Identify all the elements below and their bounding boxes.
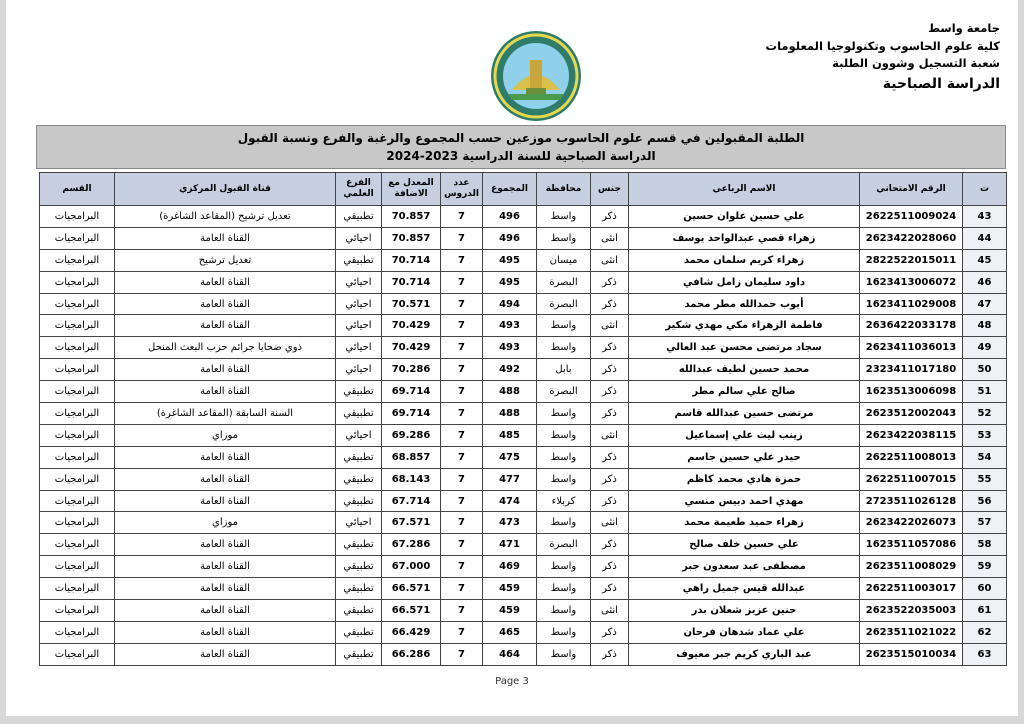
cell-seq: 55 <box>963 468 1007 490</box>
cell-seq: 48 <box>963 315 1007 337</box>
cell-province: واسط <box>537 206 591 228</box>
cell-branch: تطبيقي <box>336 206 382 228</box>
header-lessons: عدد الدروس <box>441 173 483 206</box>
cell-province: البصرة <box>537 293 591 315</box>
cell-department: البرامجيات <box>40 490 115 512</box>
cell-gender: انثى <box>591 227 629 249</box>
cell-exam-number: 2623512002043 <box>860 403 963 425</box>
cell-average: 66.571 <box>382 600 441 622</box>
cell-average: 66.286 <box>382 643 441 665</box>
cell-department: البرامجيات <box>40 556 115 578</box>
cell-province: واسط <box>537 337 591 359</box>
cell-total: 474 <box>483 490 537 512</box>
cell-department: البرامجيات <box>40 403 115 425</box>
cell-exam-number: 2623422026073 <box>860 512 963 534</box>
cell-total: 495 <box>483 249 537 271</box>
cell-department: البرامجيات <box>40 468 115 490</box>
cell-department: البرامجيات <box>40 271 115 293</box>
cell-name: صالح علي سالم مطر <box>629 381 860 403</box>
cell-seq: 60 <box>963 578 1007 600</box>
cell-province: واسط <box>537 468 591 490</box>
table-row <box>40 621 1007 643</box>
cell-seq: 53 <box>963 424 1007 446</box>
cell-exam-number: 2623511008029 <box>860 556 963 578</box>
header-department: القسم <box>40 173 115 206</box>
cell-channel: القناة العامة <box>115 556 336 578</box>
cell-seq: 61 <box>963 600 1007 622</box>
cell-seq: 47 <box>963 293 1007 315</box>
cell-department: البرامجيات <box>40 578 115 600</box>
cell-gender: انثى <box>591 424 629 446</box>
cell-name: أيوب حمدالله مطر محمد <box>629 293 860 315</box>
cell-name: علي حسين علوان حسين <box>629 206 860 228</box>
cell-average: 70.714 <box>382 249 441 271</box>
cell-seq: 46 <box>963 271 1007 293</box>
cell-gender: ذكر <box>591 381 629 403</box>
cell-total: 495 <box>483 271 537 293</box>
cell-lessons: 7 <box>441 556 483 578</box>
cell-name: زهراء قصي عبدالواحد يوسف <box>629 227 860 249</box>
cell-name: زينب ليث علي إسماعيل <box>629 424 860 446</box>
header-total: المجموع <box>483 173 537 206</box>
cell-exam-number: 2622511009024 <box>860 206 963 228</box>
cell-province: واسط <box>537 227 591 249</box>
cell-department: البرامجيات <box>40 643 115 665</box>
cell-exam-number: 2822522015011 <box>860 249 963 271</box>
cell-department: البرامجيات <box>40 359 115 381</box>
table-row <box>40 271 1007 293</box>
cell-channel: القناة العامة <box>115 293 336 315</box>
cell-gender: ذكر <box>591 468 629 490</box>
cell-name: فاطمة الزهراء مكي مهدي شكير <box>629 315 860 337</box>
cell-lessons: 7 <box>441 534 483 556</box>
cell-branch: احيائي <box>336 271 382 293</box>
cell-gender: ذكر <box>591 490 629 512</box>
cell-exam-number: 2623422038115 <box>860 424 963 446</box>
cell-branch: تطبيقي <box>336 578 382 600</box>
cell-branch: احيائي <box>336 227 382 249</box>
cell-total: 465 <box>483 621 537 643</box>
cell-channel: القناة العامة <box>115 315 336 337</box>
document-page <box>6 0 1018 716</box>
table-row <box>40 424 1007 446</box>
cell-province: البصرة <box>537 381 591 403</box>
cell-branch: تطبيقي <box>336 643 382 665</box>
cell-lessons: 7 <box>441 271 483 293</box>
cell-average: 70.714 <box>382 271 441 293</box>
cell-seq: 43 <box>963 206 1007 228</box>
cell-gender: انثى <box>591 512 629 534</box>
cell-name: داود سليمان زامل شافي <box>629 271 860 293</box>
cell-channel: القناة العامة <box>115 227 336 249</box>
cell-gender: ذكر <box>591 206 629 228</box>
table-row <box>40 227 1007 249</box>
cell-channel: القناة العامة <box>115 534 336 556</box>
cell-branch: احيائي <box>336 337 382 359</box>
cell-name: زهراء كريم سلمان محمد <box>629 249 860 271</box>
cell-seq: 57 <box>963 512 1007 534</box>
cell-channel: موزاي <box>115 512 336 534</box>
table-row <box>40 468 1007 490</box>
cell-channel: موزاي <box>115 424 336 446</box>
cell-lessons: 7 <box>441 446 483 468</box>
study-type: الدراسة الصباحية <box>882 75 1000 92</box>
cell-seq: 51 <box>963 381 1007 403</box>
report-title <box>36 125 1006 169</box>
cell-exam-number: 2623411036013 <box>860 337 963 359</box>
header-channel: قناة القبول المركزي <box>115 173 336 206</box>
cell-lessons: 7 <box>441 600 483 622</box>
cell-seq: 58 <box>963 534 1007 556</box>
table-row <box>40 643 1007 665</box>
cell-lessons: 7 <box>441 424 483 446</box>
cell-channel: القناة العامة <box>115 381 336 403</box>
cell-branch: تطبيقي <box>336 468 382 490</box>
table-row <box>40 578 1007 600</box>
cell-province: واسط <box>537 403 591 425</box>
cell-average: 67.714 <box>382 490 441 512</box>
cell-total: 473 <box>483 512 537 534</box>
cell-gender: ذكر <box>591 643 629 665</box>
cell-seq: 49 <box>963 337 1007 359</box>
cell-exam-number: 1623513006098 <box>860 381 963 403</box>
cell-department: البرامجيات <box>40 534 115 556</box>
cell-channel: القناة العامة <box>115 468 336 490</box>
cell-name: مهدي احمد دبيس منسي <box>629 490 860 512</box>
cell-department: البرامجيات <box>40 600 115 622</box>
cell-province: البصرة <box>537 271 591 293</box>
cell-lessons: 7 <box>441 403 483 425</box>
cell-total: 469 <box>483 556 537 578</box>
table-row <box>40 249 1007 271</box>
table-row <box>40 512 1007 534</box>
table-row <box>40 315 1007 337</box>
cell-department: البرامجيات <box>40 446 115 468</box>
table-row <box>40 381 1007 403</box>
cell-branch: احيائي <box>336 424 382 446</box>
cell-branch: تطبيقي <box>336 381 382 403</box>
cell-department: البرامجيات <box>40 293 115 315</box>
cell-department: البرامجيات <box>40 227 115 249</box>
cell-exam-number: 2623522035003 <box>860 600 963 622</box>
cell-average: 69.714 <box>382 403 441 425</box>
header-exam-number: الرقم الامتحاني <box>860 173 963 206</box>
cell-gender: انثى <box>591 600 629 622</box>
cell-province: واسط <box>537 556 591 578</box>
cell-exam-number: 2636422033178 <box>860 315 963 337</box>
cell-gender: ذكر <box>591 337 629 359</box>
cell-exam-number: 2623422028060 <box>860 227 963 249</box>
cell-lessons: 7 <box>441 337 483 359</box>
cell-exam-number: 2723511026128 <box>860 490 963 512</box>
cell-branch: تطبيقي <box>336 249 382 271</box>
title-line-2: الدراسة الصباحية للسنة الدراسية 2023-2024 <box>386 149 656 163</box>
table-row <box>40 293 1007 315</box>
cell-seq: 44 <box>963 227 1007 249</box>
cell-branch: احيائي <box>336 293 382 315</box>
cell-province: واسط <box>537 315 591 337</box>
cell-average: 70.429 <box>382 337 441 359</box>
cell-total: 492 <box>483 359 537 381</box>
cell-average: 70.286 <box>382 359 441 381</box>
cell-average: 66.571 <box>382 578 441 600</box>
cell-gender: ذكر <box>591 556 629 578</box>
cell-total: 496 <box>483 206 537 228</box>
title-line-1: الطلبة المقبولين في قسم علوم الحاسوب موزعين حسب المجموع والرغبة والفرع ونسبة القبول <box>237 131 805 145</box>
cell-channel: القناة العامة <box>115 600 336 622</box>
cell-lessons: 7 <box>441 643 483 665</box>
cell-province: واسط <box>537 446 591 468</box>
cell-department: البرامجيات <box>40 424 115 446</box>
cell-total: 471 <box>483 534 537 556</box>
cell-branch: احيائي <box>336 512 382 534</box>
cell-province: بابل <box>537 359 591 381</box>
table-row <box>40 534 1007 556</box>
cell-total: 459 <box>483 578 537 600</box>
college-name: كلية علوم الحاسوب وتكنولوجيا المعلومات <box>765 38 1000 53</box>
cell-total: 488 <box>483 381 537 403</box>
header-average: المعدل مع الاضافة <box>382 173 441 206</box>
table-header-row <box>40 173 1007 206</box>
cell-department: البرامجيات <box>40 512 115 534</box>
cell-lessons: 7 <box>441 468 483 490</box>
cell-lessons: 7 <box>441 381 483 403</box>
cell-exam-number: 2622511008013 <box>860 446 963 468</box>
cell-exam-number: 1623413006072 <box>860 271 963 293</box>
table-row <box>40 490 1007 512</box>
cell-seq: 54 <box>963 446 1007 468</box>
cell-branch: احيائي <box>336 315 382 337</box>
cell-total: 485 <box>483 424 537 446</box>
cell-average: 69.286 <box>382 424 441 446</box>
cell-name: حمزة هادي محمد كاظم <box>629 468 860 490</box>
cell-province: كربلاء <box>537 490 591 512</box>
cell-total: 494 <box>483 293 537 315</box>
cell-average: 67.571 <box>382 512 441 534</box>
cell-seq: 50 <box>963 359 1007 381</box>
table-row <box>40 403 1007 425</box>
cell-channel: تعديل ترشيح (المقاعد الشاغرة) <box>115 206 336 228</box>
institution-header <box>766 20 1000 95</box>
cell-total: 464 <box>483 643 537 665</box>
cell-gender: ذكر <box>591 293 629 315</box>
table-row <box>40 600 1007 622</box>
cell-channel: القناة العامة <box>115 578 336 600</box>
page-number: Page 3 <box>495 676 529 687</box>
cell-branch: تطبيقي <box>336 600 382 622</box>
cell-name: علي حسين خلف صالح <box>629 534 860 556</box>
cell-exam-number: 1623511057086 <box>860 534 963 556</box>
cell-channel: القناة العامة <box>115 359 336 381</box>
cell-average: 68.857 <box>382 446 441 468</box>
header-branch: الفرع العلمي <box>336 173 382 206</box>
cell-average: 68.143 <box>382 468 441 490</box>
cell-gender: ذكر <box>591 271 629 293</box>
cell-lessons: 7 <box>441 490 483 512</box>
university-name: جامعة واسط <box>928 21 1000 35</box>
cell-seq: 52 <box>963 403 1007 425</box>
cell-gender: ذكر <box>591 534 629 556</box>
table-row <box>40 556 1007 578</box>
cell-gender: ذكر <box>591 403 629 425</box>
cell-average: 67.286 <box>382 534 441 556</box>
cell-name: حنين عزيز شعلان بدر <box>629 600 860 622</box>
cell-seq: 45 <box>963 249 1007 271</box>
cell-name: سجاد مرتضى محسن عبد العالي <box>629 337 860 359</box>
table-row <box>40 206 1007 228</box>
cell-province: واسط <box>537 600 591 622</box>
cell-province: واسط <box>537 578 591 600</box>
cell-channel: القناة العامة <box>115 490 336 512</box>
cell-total: 493 <box>483 315 537 337</box>
cell-branch: تطبيقي <box>336 556 382 578</box>
cell-name: عبد الباري كريم جبر معيوف <box>629 643 860 665</box>
cell-department: البرامجيات <box>40 206 115 228</box>
cell-lessons: 7 <box>441 621 483 643</box>
cell-average: 70.857 <box>382 206 441 228</box>
cell-seq: 59 <box>963 556 1007 578</box>
table-row <box>40 359 1007 381</box>
cell-average: 70.857 <box>382 227 441 249</box>
cell-name: حيدر علي حسين جاسم <box>629 446 860 468</box>
cell-exam-number: 2622511003017 <box>860 578 963 600</box>
cell-exam-number: 2623511021022 <box>860 621 963 643</box>
cell-average: 69.714 <box>382 381 441 403</box>
cell-department: البرامجيات <box>40 315 115 337</box>
cell-lessons: 7 <box>441 578 483 600</box>
cell-total: 459 <box>483 600 537 622</box>
cell-total: 496 <box>483 227 537 249</box>
cell-average: 70.429 <box>382 315 441 337</box>
cell-branch: احيائي <box>336 359 382 381</box>
cell-lessons: 7 <box>441 249 483 271</box>
table-row <box>40 337 1007 359</box>
cell-average: 66.429 <box>382 621 441 643</box>
cell-exam-number: 2323411017180 <box>860 359 963 381</box>
header-name: الاسم الرباعي <box>629 173 860 206</box>
cell-lessons: 7 <box>441 206 483 228</box>
cell-branch: تطبيقي <box>336 446 382 468</box>
division-name: شعبة التسجيل وشوون الطلبة <box>832 56 1000 70</box>
cell-total: 477 <box>483 468 537 490</box>
cell-province: واسط <box>537 424 591 446</box>
cell-branch: تطبيقي <box>336 403 382 425</box>
cell-channel: القناة العامة <box>115 621 336 643</box>
cell-branch: تطبيقي <box>336 534 382 556</box>
students-table <box>39 172 1007 666</box>
cell-lessons: 7 <box>441 512 483 534</box>
table-row <box>40 446 1007 468</box>
cell-gender: انثى <box>591 315 629 337</box>
cell-name: مصطفى عبد سعدون جبر <box>629 556 860 578</box>
cell-lessons: 7 <box>441 359 483 381</box>
cell-seq: 63 <box>963 643 1007 665</box>
cell-seq: 62 <box>963 621 1007 643</box>
cell-gender: انثى <box>591 249 629 271</box>
cell-branch: تطبيقي <box>336 621 382 643</box>
cell-gender: ذكر <box>591 359 629 381</box>
cell-gender: ذكر <box>591 621 629 643</box>
cell-gender: ذكر <box>591 446 629 468</box>
cell-total: 475 <box>483 446 537 468</box>
cell-channel: القناة العامة <box>115 271 336 293</box>
cell-name: زهراء حميد طعيمة محمد <box>629 512 860 534</box>
cell-province: واسط <box>537 643 591 665</box>
header-province: محافظة <box>537 173 591 206</box>
cell-lessons: 7 <box>441 293 483 315</box>
cell-average: 67.000 <box>382 556 441 578</box>
cell-average: 70.571 <box>382 293 441 315</box>
cell-total: 488 <box>483 403 537 425</box>
cell-department: البرامجيات <box>40 621 115 643</box>
cell-exam-number: 1623411029008 <box>860 293 963 315</box>
cell-channel: القناة العامة <box>115 643 336 665</box>
cell-exam-number: 2622511007015 <box>860 468 963 490</box>
cell-lessons: 7 <box>441 227 483 249</box>
cell-department: البرامجيات <box>40 337 115 359</box>
cell-branch: تطبيقي <box>336 490 382 512</box>
cell-channel: القناة العامة <box>115 446 336 468</box>
cell-exam-number: 2623515010034 <box>860 643 963 665</box>
cell-seq: 56 <box>963 490 1007 512</box>
header-seq: ت <box>963 173 1007 206</box>
cell-name: علي عماد شدهان فرحان <box>629 621 860 643</box>
cell-channel: السنة السابقة (المقاعد الشاغرة) <box>115 403 336 425</box>
cell-total: 493 <box>483 337 537 359</box>
college-logo <box>490 30 582 122</box>
cell-name: عبدالله قيس جميل راهي <box>629 578 860 600</box>
header-gender: جنس <box>591 173 629 206</box>
cell-province: البصرة <box>537 534 591 556</box>
cell-department: البرامجيات <box>40 381 115 403</box>
cell-channel: ذوي ضحايا جرائم حزب البعث المنحل <box>115 337 336 359</box>
cell-lessons: 7 <box>441 315 483 337</box>
cell-province: ميسان <box>537 249 591 271</box>
cell-name: مرتضى حسين عبدالله قاسم <box>629 403 860 425</box>
cell-department: البرامجيات <box>40 249 115 271</box>
cell-province: واسط <box>537 621 591 643</box>
cell-province: واسط <box>537 512 591 534</box>
cell-name: محمد حسين لطيف عبدالله <box>629 359 860 381</box>
cell-channel: تعديل ترشيح <box>115 249 336 271</box>
cell-gender: ذكر <box>591 578 629 600</box>
